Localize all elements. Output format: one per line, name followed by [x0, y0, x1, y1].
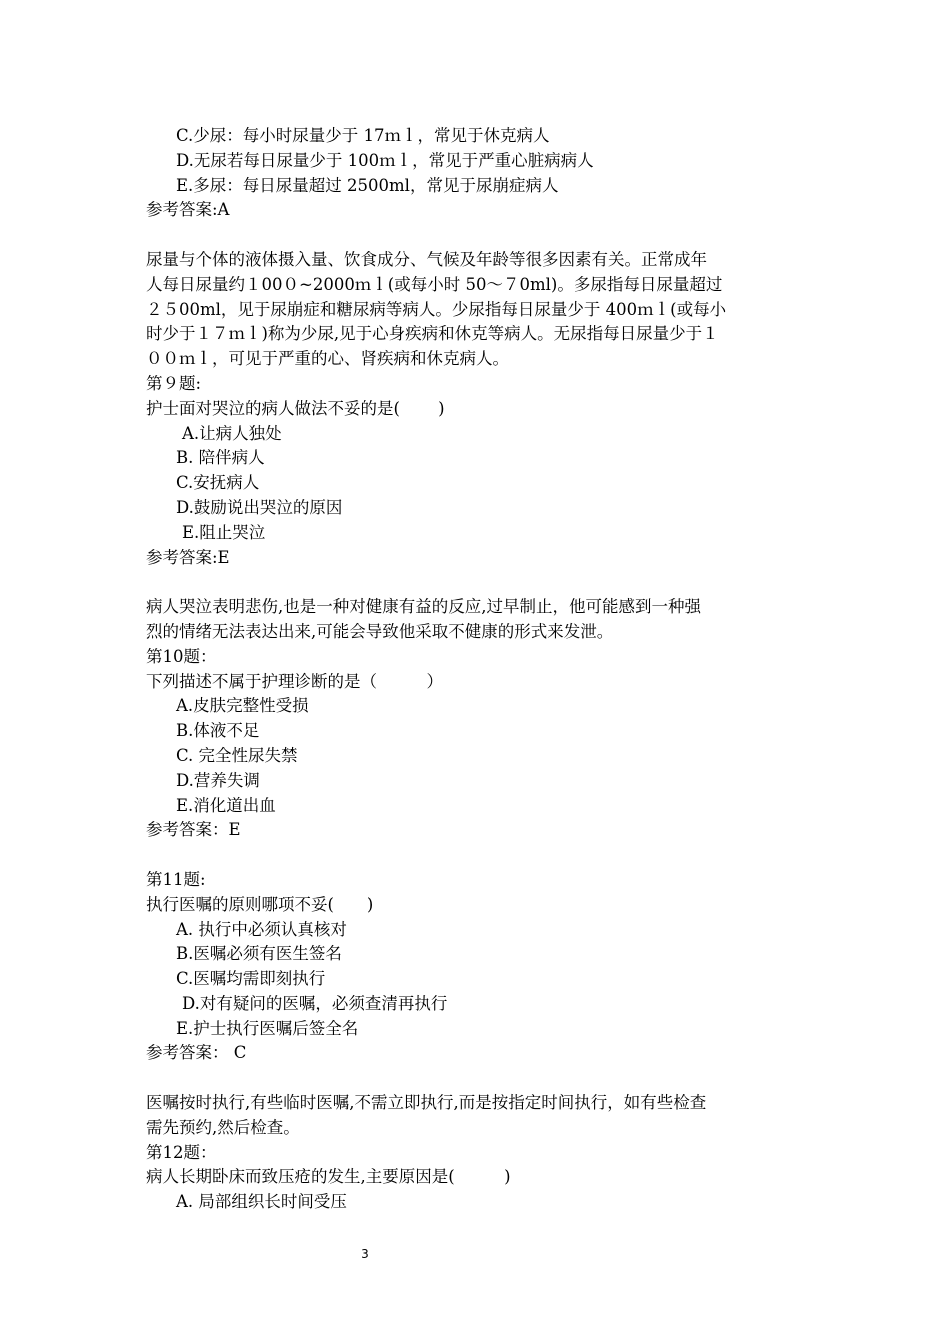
- option-line: B.医嘱必须有医生签名: [176, 944, 342, 964]
- option-line: E.护士执行医嘱后签全名: [176, 1018, 359, 1038]
- question-number: 第10题：: [146, 646, 217, 666]
- option-line: B. 陪伴病人: [176, 448, 265, 468]
- option-line: D.鼓励说出哭泣的原因: [176, 497, 343, 517]
- spacer: [146, 843, 826, 868]
- page-number-text: 3: [361, 1247, 369, 1261]
- option-line: D.营养失调: [176, 770, 260, 790]
- question-number: 第12题：: [146, 1142, 217, 1162]
- option-line: A. 局部组织长时间受压: [176, 1192, 347, 1212]
- spacer: [146, 570, 826, 595]
- question-stem: 病人长期卧床而致压疮的发生,主要原因是( ): [146, 1167, 511, 1187]
- explanation-line: 医嘱按时执行,有些临时医嘱,不需立即执行,而是按指定时间执行，如有些检查: [146, 1093, 707, 1113]
- question-number: 第９题:: [146, 373, 202, 393]
- answer-line: 参考答案：E: [146, 820, 241, 840]
- explanation-line: 需先预约,然后检查。: [146, 1117, 300, 1137]
- question-stem: 护士面对哭泣的病人做法不妥的是( ): [146, 398, 445, 418]
- answer-line: 参考答案:E: [146, 547, 230, 567]
- explanation-line: 尿量与个体的液体摄入量、饮食成分、气候及年龄等很多因素有关。正常成年: [146, 249, 707, 269]
- spacer: [146, 1066, 826, 1091]
- answer-line: 参考答案:A: [146, 200, 230, 220]
- option-line: D.无尿若每日尿量少于 100ｍｌ，常见于严重心脏病病人: [176, 150, 594, 170]
- explanation-line: ２５00ml，见于尿崩症和糖尿病等病人。少尿指每日尿量少于 400ｍｌ(或每小: [146, 299, 727, 319]
- option-line: E.阻止哭泣: [182, 522, 266, 542]
- page-number: [0, 1247, 950, 1261]
- question-stem: 执行医嘱的原则哪项不妥( ): [146, 894, 374, 914]
- option-line: A.皮肤完整性受损: [176, 696, 309, 716]
- explanation-line: 烈的情绪无法表达出来,可能会导致他采取不健康的形式来发泄。: [146, 621, 614, 641]
- answer-line: 参考答案： C: [146, 1043, 247, 1063]
- option-line: D.对有疑问的医嘱，必须查清再执行: [182, 993, 448, 1013]
- explanation-line: 病人哭泣表明悲伤,也是一种对健康有益的反应,过早制止，他可能感到一种强: [146, 597, 701, 617]
- explanation-line: 时少于１７ｍｌ)称为少尿,见于心身疾病和休克等病人。无尿指每日尿量少于１: [146, 324, 719, 344]
- page-content: [146, 124, 826, 1215]
- option-line: C. 完全性尿失禁: [176, 745, 298, 765]
- explanation-line: ００ｍｌ，可见于严重的心、肾疾病和休克病人。: [146, 349, 509, 369]
- option-line: A.让病人独处: [182, 423, 282, 443]
- option-line: A. 执行中必须认真核对: [176, 919, 347, 939]
- option-line: C.医嘱均需即刻执行: [176, 969, 326, 989]
- option-line: E.消化道出血: [176, 795, 276, 815]
- spacer: [146, 223, 826, 248]
- option-line: C.少尿：每小时尿量少于 17ｍｌ，常见于休克病人: [176, 126, 550, 145]
- option-line: E.多尿：每日尿量超过 2500ml，常见于尿崩症病人: [176, 175, 559, 195]
- question-stem: 下列描述不属于护理诊断的是（ ）: [146, 671, 443, 691]
- option-line: C.安抚病人: [176, 473, 260, 493]
- option-line: B.体液不足: [176, 721, 260, 741]
- explanation-line: 人每日尿量约１00０~2000ｍｌ(或每小时 50～７0ml)。多尿指每日尿量超过: [146, 274, 723, 294]
- question-number: 第11题:: [146, 869, 206, 889]
